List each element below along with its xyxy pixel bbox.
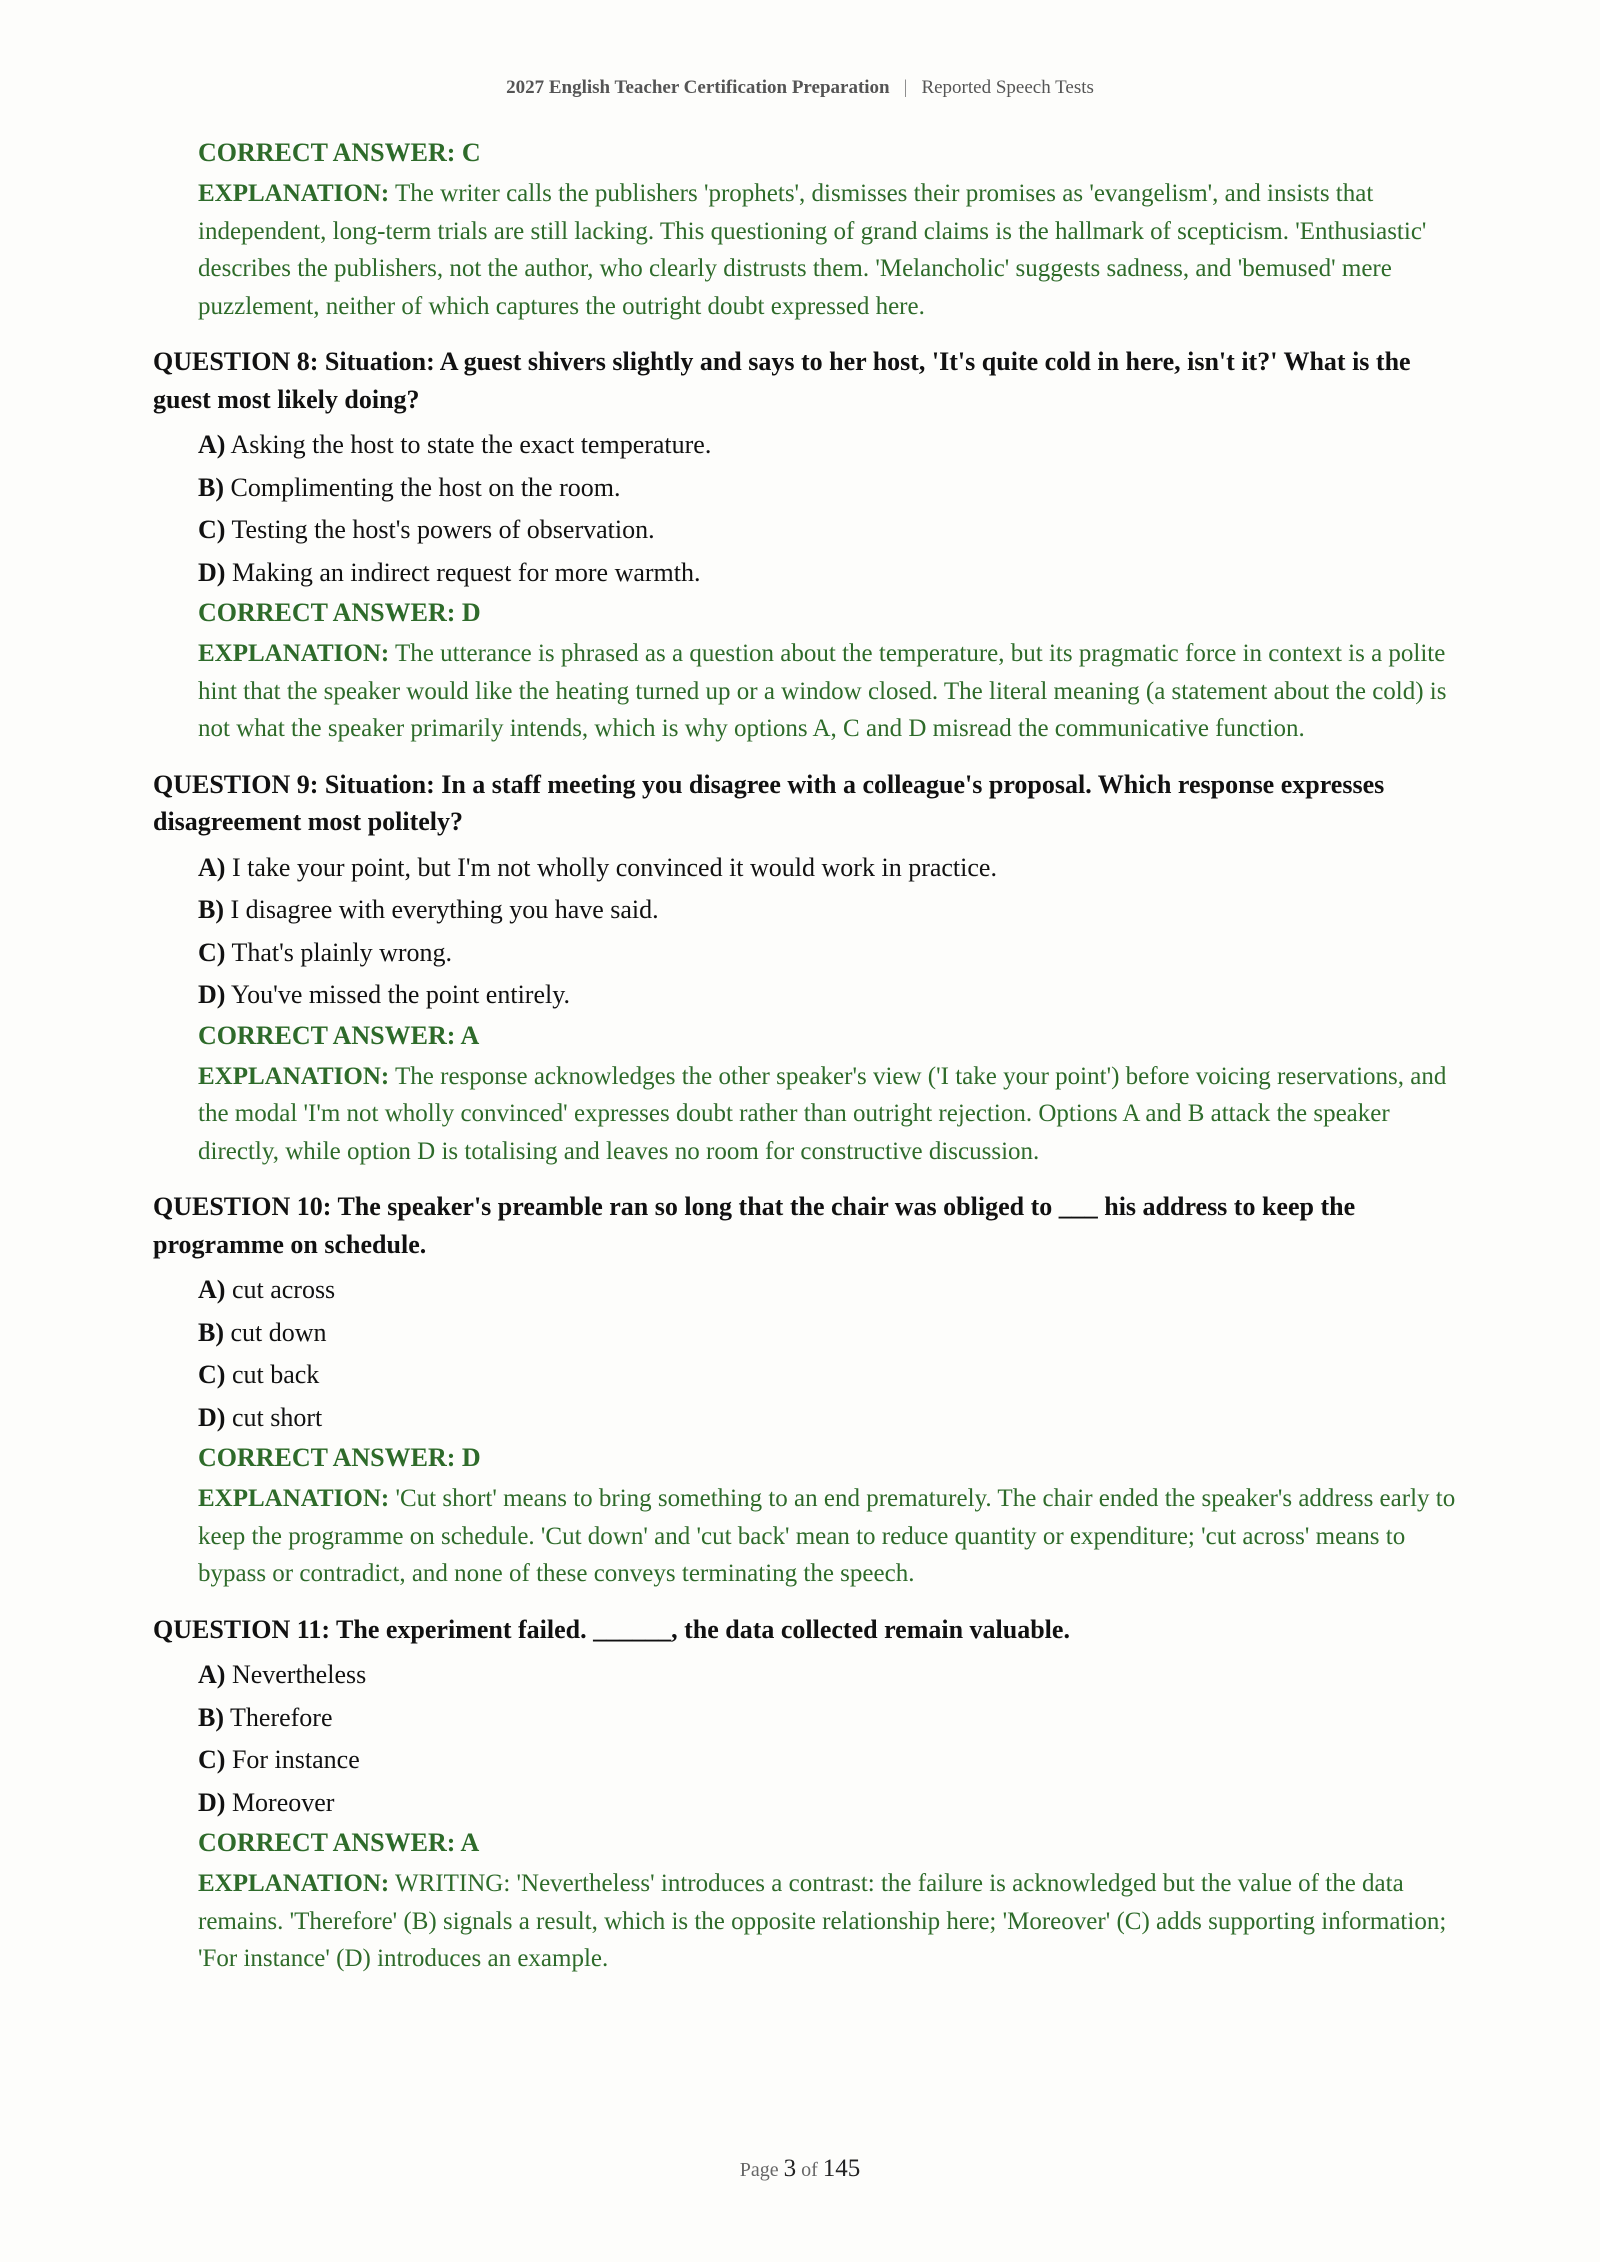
option-text: Making an indirect request for more warmth. (225, 557, 701, 587)
option-letter: A) (198, 430, 226, 459)
question-stem: QUESTION 10: The speaker's preamble ran so long that the chair was obliged to ___ his address to keep the programme on schedule. (153, 1192, 1356, 1259)
explanation-text: WRITING: 'Nevertheless' introduces a contrast: the failure is acknowledged but the value of the data remains. 'Therefore' (B) signals a result, which is the opposite relationship here; 'Moreover' (C) adds supporting information; 'For instance' (D) introduces an example. (198, 1870, 1447, 1972)
header-subtitle: Reported Speech Tests (921, 77, 1094, 98)
options-list (153, 424, 1458, 594)
option-d (198, 1782, 1458, 1825)
question-11 (153, 1611, 1458, 1978)
header-title: 2027 English Teacher Certification Preparation (506, 77, 890, 98)
option-letter: D) (198, 1402, 226, 1432)
correct-answer: CORRECT ANSWER: D (198, 1443, 481, 1472)
option-c (198, 509, 1458, 552)
option-letter: C) (198, 1745, 226, 1774)
option-b (198, 467, 1458, 510)
question-stem: QUESTION 8: Situation: A guest shivers slightly and says to her host, 'It's quite cold in here, isn't it?' What is the guest most likely doing? (153, 347, 1411, 414)
option-letter: C) (198, 515, 226, 544)
option-d (198, 974, 1458, 1017)
option-text: cut short (225, 1402, 323, 1432)
option-a (198, 1654, 1458, 1697)
options-list (153, 847, 1458, 1017)
option-text: I take your point, but I'm not wholly convinced it would work in practice. (225, 852, 997, 882)
option-text: cut back (225, 1360, 320, 1389)
explanation-label: EXPLANATION: (198, 1870, 390, 1897)
of-label: of (801, 2159, 818, 2181)
correct-answer: CORRECT ANSWER: C (198, 138, 481, 167)
option-b (198, 889, 1458, 932)
explanation-label: EXPLANATION: (198, 640, 390, 667)
option-text: Complimenting the host on the room. (224, 472, 621, 502)
page-footer (0, 2155, 1600, 2183)
option-text: You've missed the point entirely. (225, 980, 571, 1009)
question-stem: QUESTION 11: The experiment failed. ______, the data collected remain valuable. (153, 1614, 1070, 1644)
option-letter: B) (198, 1317, 224, 1347)
question-8 (153, 343, 1458, 748)
page-number: 3 (783, 2155, 797, 2182)
correct-answer: CORRECT ANSWER: A (198, 1828, 480, 1857)
question-10 (153, 1188, 1458, 1593)
option-letter: C) (198, 1360, 226, 1389)
explanation-text: The response acknowledges the other speaker's view ('I take your point') before voicing reservations, and the modal 'I'm not wholly convinced' expresses doubt rather than outright rejection. Options A and B attack the speaker directly, while option D is totalising and leaves no room for constructive discussion. (198, 1062, 1447, 1165)
option-letter: B) (198, 1702, 224, 1732)
explanation (198, 1865, 1458, 1978)
option-text: Asking the host to state the exact temperature. (225, 430, 712, 459)
option-text: cut down (224, 1317, 327, 1347)
option-text: That's plainly wrong. (225, 937, 453, 967)
explanation (198, 635, 1458, 748)
option-letter: A) (198, 1275, 226, 1304)
option-letter: A) (198, 852, 226, 882)
option-c (198, 932, 1458, 975)
explanation-text: The writer calls the publishers 'prophets', dismisses their promises as 'evangelism', and insists that independent, long-term trials are still lacking. This questioning of grand claims is the hallmark of scepticism. 'Enthusiastic' describes the publishers, not the author, who clearly distrusts them. 'Melancholic' suggests sadness, and 'bemused' mere puzzlement, neither of which captures the outright doubt expressed here. (198, 180, 1427, 320)
option-b (198, 1312, 1458, 1355)
option-text: Therefore (224, 1702, 333, 1732)
explanation-label: EXPLANATION: (198, 1485, 390, 1512)
explanation (198, 175, 1458, 325)
option-c (198, 1739, 1458, 1782)
question-stem: QUESTION 9: Situation: In a staff meeting you disagree with a colleague's proposal. Which response expresses disagreement most politely? (153, 769, 1385, 836)
option-b (198, 1697, 1458, 1740)
options-list (153, 1654, 1458, 1824)
total-pages: 145 (822, 2155, 861, 2182)
previous-answer-block (153, 134, 1458, 325)
option-text: Nevertheless (225, 1660, 367, 1689)
option-text: cut across (225, 1275, 336, 1304)
correct-answer: CORRECT ANSWER: A (198, 1020, 480, 1050)
option-text: Testing the host's powers of observation. (225, 515, 655, 544)
explanation-text: 'Cut short' means to bring something to an end prematurely. The chair ended the speaker's address early to keep the programme on schedule. 'Cut down' and 'cut back' mean to reduce quantity or expenditure; 'cut across' means to bypass or contradict, and none of these conveys terminating the speech. (198, 1485, 1456, 1587)
explanation-label: EXPLANATION: (198, 180, 390, 207)
page-label: Page (739, 2159, 779, 2181)
explanation (198, 1480, 1458, 1593)
page-content (153, 134, 1458, 1978)
header-separator: | (903, 77, 908, 98)
option-letter: A) (198, 1660, 226, 1689)
option-letter: D) (198, 1787, 226, 1817)
option-d (198, 1397, 1458, 1440)
option-a (198, 1269, 1458, 1312)
option-letter: D) (198, 980, 226, 1009)
option-a (198, 847, 1458, 890)
answer-block (153, 594, 1458, 748)
option-text: For instance (225, 1745, 360, 1774)
option-letter: C) (198, 937, 226, 967)
option-text: Moreover (225, 1787, 335, 1817)
option-d (198, 552, 1458, 595)
option-c (198, 1354, 1458, 1397)
answer-block (153, 1017, 1458, 1171)
explanation (198, 1058, 1458, 1171)
explanation-label: EXPLANATION: (198, 1062, 390, 1090)
options-list (153, 1269, 1458, 1439)
question-9 (153, 766, 1458, 1171)
running-header (0, 77, 1600, 99)
option-letter: B) (198, 895, 224, 924)
option-letter: D) (198, 557, 226, 587)
answer-block (153, 1439, 1458, 1593)
option-letter: B) (198, 472, 224, 502)
option-a (198, 424, 1458, 467)
answer-block (153, 1824, 1458, 1978)
explanation-text: The utterance is phrased as a question about the temperature, but its pragmatic force in context is a polite hint that the speaker would like the heating turned up or a window closed. The literal meaning (a statement about the cold) is not what the speaker primarily intends, which is why options A, C and D misread the communicative function. (198, 640, 1447, 742)
correct-answer: CORRECT ANSWER: D (198, 598, 481, 627)
option-text: I disagree with everything you have said. (224, 895, 659, 924)
